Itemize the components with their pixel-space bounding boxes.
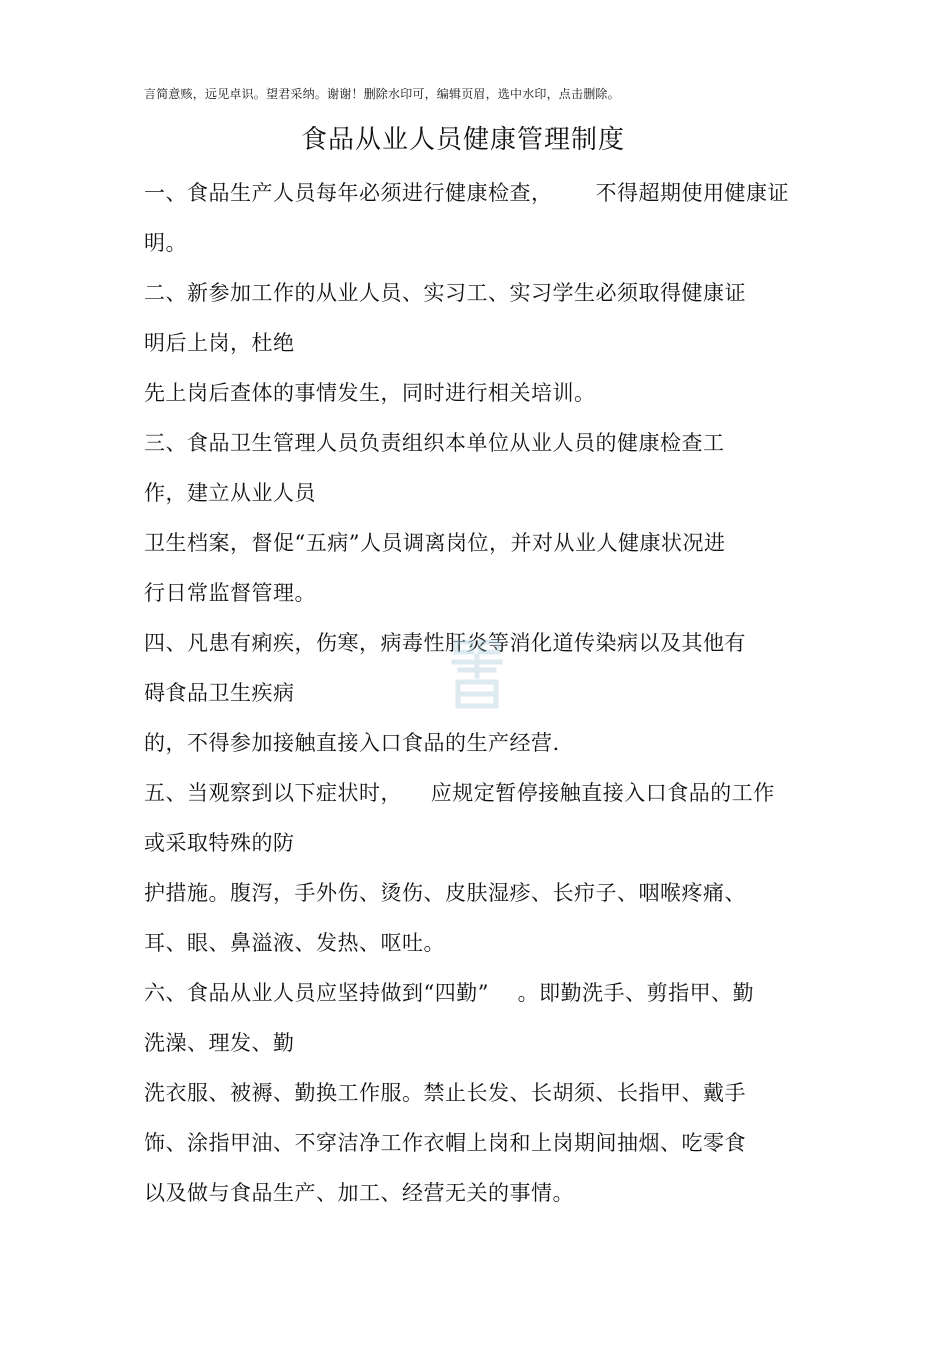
body-line: 三、食品卫生管理人员负责组织本单位从业人员的健康检查工: [144, 431, 725, 455]
body-line: 行日常监督管理。: [144, 581, 316, 605]
body-line: 护措施。腹泻，手外伤、烫伤、皮肤湿疹、长疖子、咽喉疼痛、: [144, 881, 746, 905]
body-line: 以及做与食品生产、加工、经营无关的事情。: [144, 1181, 574, 1205]
body-line: 洗澡、理发、勤: [144, 1031, 295, 1055]
body-line: 作，建立从业人员: [144, 481, 316, 505]
body-line: 五、当观察到以下症状时， 应规定暂停接触直接入口食品的工作: [144, 781, 775, 805]
body-line: 明。: [144, 231, 187, 255]
body-line: 的，不得参加接触直接入口食品的生产经营.: [144, 731, 560, 755]
body-line: 一、食品生产人员每年必须进行健康检查， 不得超期使用健康证: [144, 181, 790, 205]
body-line: 二、新参加工作的从业人员、实习工、实习学生必须取得健康证: [144, 281, 746, 305]
watermark-icon: [450, 636, 504, 710]
document-title: 食品从业人员健康管理制度: [300, 125, 625, 155]
body-line: 明后上岗，杜绝: [144, 331, 295, 355]
body-line: 或采取特殊的防: [144, 831, 295, 855]
body-line: 四、凡患有痢疾，伤寒，病毒性肝炎等消化道传染病以及其他有: [144, 631, 746, 655]
body-line: 先上岗后查体的事情发生，同时进行相关培训。: [144, 381, 596, 405]
body-line: 耳、眼、鼻溢液、发热、呕吐。: [144, 931, 445, 955]
body-line: 饰、涂指甲油、不穿洁净工作衣帽上岗和上岗期间抽烟、吃零食: [144, 1131, 746, 1155]
header-note: 言简意赅，远见卓识。望君采纳。谢谢！删除水印可，编辑页眉，选中水印，点击删除。: [144, 87, 620, 101]
body-line: 六、食品从业人员应坚持做到“四勤” 。即勤洗手、剪指甲、勤: [144, 981, 755, 1005]
body-line: 卫生档案，督促“五病”人员调离岗位，并对从业人健康状况进: [144, 531, 726, 555]
body-line: 洗衣服、被褥、勤换工作服。禁止长发、长胡须、长指甲、戴手: [144, 1081, 746, 1105]
body-line: 碍食品卫生疾病: [144, 681, 295, 705]
